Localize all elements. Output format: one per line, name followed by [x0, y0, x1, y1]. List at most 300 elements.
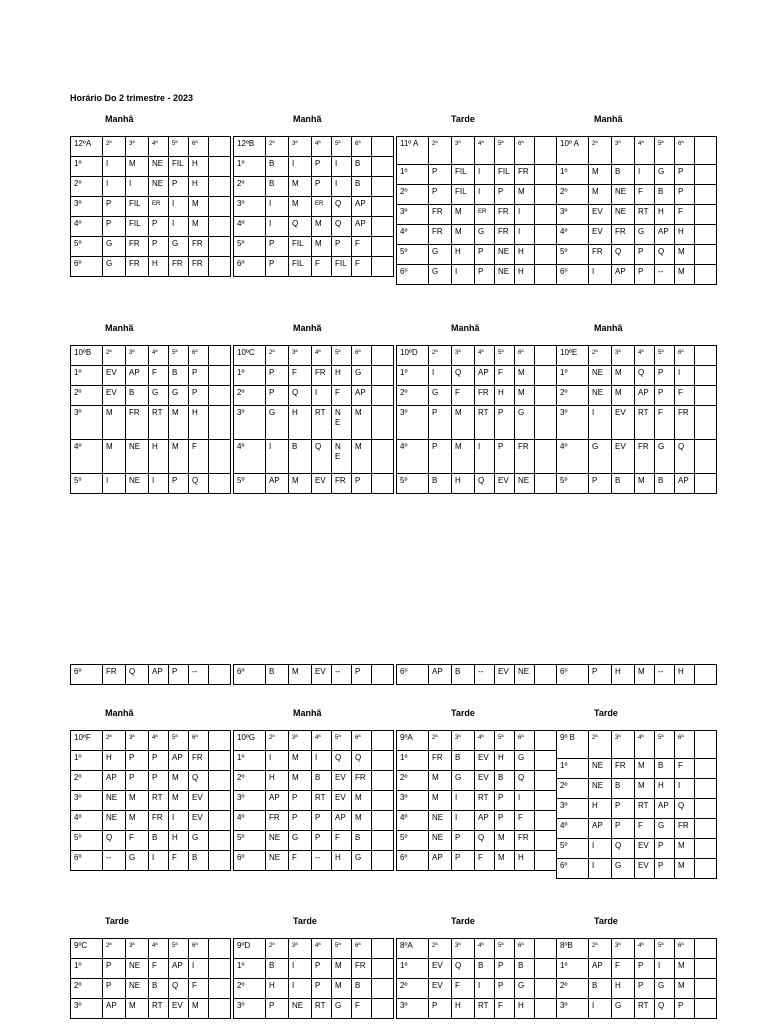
- subject-cell: EV: [635, 839, 655, 859]
- subject-cell: F: [635, 819, 655, 839]
- subject-cell: F: [475, 851, 495, 871]
- subject-cell: FR: [612, 225, 635, 245]
- subject-cell: P: [126, 751, 149, 771]
- subject-cell: Q: [452, 959, 475, 979]
- table-row: [557, 665, 717, 685]
- day-header: 2ª: [266, 731, 289, 751]
- empty-cell: [209, 474, 231, 494]
- day-header: 5ª: [655, 346, 675, 366]
- subject-cell: FIL: [332, 257, 352, 277]
- period-cell: 4º: [557, 440, 589, 474]
- subject-cell: AP: [169, 959, 189, 979]
- day-header: 5ª: [495, 137, 515, 165]
- subject-cell: N E: [332, 406, 352, 440]
- table-row: [234, 811, 394, 831]
- subject-cell: AP: [332, 811, 352, 831]
- subject-cell: P: [612, 799, 635, 819]
- class-name: 12ºB: [234, 137, 266, 157]
- period-cell: 5º: [397, 245, 429, 265]
- empty-cell: [372, 979, 394, 999]
- subject-cell: M: [675, 245, 695, 265]
- table-row: [397, 474, 557, 494]
- day-header: 6ª: [189, 137, 209, 157]
- subject-cell: I: [589, 406, 612, 440]
- subject-cell: P: [452, 851, 475, 871]
- subject-cell: FR: [189, 257, 209, 277]
- empty-cell: [372, 346, 394, 366]
- subject-cell: M: [126, 791, 149, 811]
- subject-cell: F: [169, 851, 189, 871]
- empty-cell: [372, 831, 394, 851]
- day-header: 5ª: [332, 939, 352, 959]
- day-header: 2ª: [589, 731, 612, 759]
- subject-cell: P: [675, 165, 695, 185]
- empty-cell: [372, 999, 394, 1019]
- subject-cell: M: [126, 999, 149, 1019]
- day-header: 6ª: [352, 346, 372, 366]
- subject-cell: P: [495, 406, 515, 440]
- subject-cell: EV: [312, 665, 332, 685]
- empty-cell: [535, 245, 557, 265]
- subject-cell: F: [352, 257, 372, 277]
- subject-cell: P: [495, 959, 515, 979]
- period-cell: 4º: [71, 440, 103, 474]
- shift-label: Manhã: [594, 323, 623, 333]
- subject-cell: H: [515, 999, 535, 1019]
- subject-cell: M: [495, 851, 515, 871]
- day-header: 4ª: [312, 731, 332, 751]
- subject-cell: G: [429, 386, 452, 406]
- subject-cell: I: [149, 474, 169, 494]
- subject-cell: M: [515, 386, 535, 406]
- subject-cell: N E: [332, 440, 352, 474]
- empty-cell: [372, 851, 394, 871]
- subject-cell: ER: [149, 197, 169, 217]
- day-header: 3ª: [612, 137, 635, 165]
- subject-cell: M: [635, 474, 655, 494]
- period-cell: 1º: [234, 751, 266, 771]
- empty-cell: [695, 759, 717, 779]
- schedule-table: [396, 938, 557, 1019]
- subject-cell: AP: [149, 665, 169, 685]
- subject-cell: AP: [589, 959, 612, 979]
- table-row: [71, 751, 231, 771]
- day-header: 3ª: [452, 939, 475, 959]
- subject-cell: M: [189, 197, 209, 217]
- subject-cell: F: [495, 999, 515, 1019]
- subject-cell: M: [589, 165, 612, 185]
- empty-cell: [209, 959, 231, 979]
- subject-cell: FR: [352, 959, 372, 979]
- subject-cell: P: [495, 811, 515, 831]
- subject-cell: EV: [312, 474, 332, 494]
- shift-label: Tarde: [293, 916, 317, 926]
- period-cell: 6º: [71, 257, 103, 277]
- subject-cell: B: [266, 959, 289, 979]
- subject-cell: I: [589, 999, 612, 1019]
- day-header: 6ª: [675, 346, 695, 366]
- subject-cell: G: [149, 386, 169, 406]
- subject-cell: G: [429, 265, 452, 285]
- period-cell: 6º: [557, 859, 589, 879]
- subject-cell: P: [312, 979, 332, 999]
- subject-cell: M: [103, 406, 126, 440]
- empty-cell: [372, 811, 394, 831]
- subject-cell: NE: [589, 366, 612, 386]
- subject-cell: F: [352, 999, 372, 1019]
- subject-cell: I: [589, 839, 612, 859]
- empty-cell: [372, 386, 394, 406]
- subject-cell: F: [675, 759, 695, 779]
- empty-cell: [372, 257, 394, 277]
- period-cell: 3º: [234, 999, 266, 1019]
- subject-cell: EV: [169, 999, 189, 1019]
- subject-cell: G: [103, 237, 126, 257]
- period-cell: 2º: [557, 779, 589, 799]
- day-header: 2ª: [103, 137, 126, 157]
- empty-cell: [535, 831, 557, 851]
- subject-cell: P: [149, 751, 169, 771]
- subject-cell: --: [475, 665, 495, 685]
- subject-cell: B: [655, 185, 675, 205]
- subject-cell: P: [495, 440, 515, 474]
- subject-cell: ER: [475, 205, 495, 225]
- day-header: 3ª: [289, 731, 312, 751]
- subject-cell: P: [266, 999, 289, 1019]
- subject-cell: EV: [612, 440, 635, 474]
- subject-cell: I: [675, 366, 695, 386]
- schedule-table: [233, 938, 394, 1019]
- table-row: [234, 474, 394, 494]
- subject-cell: F: [352, 237, 372, 257]
- subject-cell: FR: [589, 245, 612, 265]
- table-row: [234, 791, 394, 811]
- day-header: 5ª: [495, 346, 515, 366]
- shift-label: Manhã: [105, 114, 134, 124]
- table-row: [234, 751, 394, 771]
- table-row: [71, 791, 231, 811]
- subject-cell: AP: [266, 791, 289, 811]
- schedule-table: [70, 938, 231, 1019]
- day-header: 3ª: [126, 731, 149, 751]
- subject-cell: NE: [266, 831, 289, 851]
- empty-cell: [535, 791, 557, 811]
- subject-cell: Q: [635, 366, 655, 386]
- empty-cell: [209, 999, 231, 1019]
- table-row: [71, 257, 231, 277]
- subject-cell: AP: [655, 225, 675, 245]
- subject-cell: F: [635, 185, 655, 205]
- subject-cell: AP: [635, 386, 655, 406]
- period-cell: 1º: [234, 157, 266, 177]
- day-header: 2ª: [429, 939, 452, 959]
- subject-cell: H: [149, 440, 169, 474]
- day-header: 5ª: [332, 346, 352, 366]
- subject-cell: P: [149, 771, 169, 791]
- empty-cell: [695, 265, 717, 285]
- subject-cell: B: [352, 831, 372, 851]
- empty-cell: [372, 157, 394, 177]
- subject-cell: M: [352, 811, 372, 831]
- period-cell: 2º: [397, 386, 429, 406]
- schedule-table: [70, 730, 231, 871]
- period-cell: 2º: [234, 177, 266, 197]
- day-header: 2ª: [103, 731, 126, 751]
- subject-cell: EV: [589, 225, 612, 245]
- subject-cell: FR: [495, 225, 515, 245]
- day-header: 4ª: [475, 939, 495, 959]
- subject-cell: NE: [429, 831, 452, 851]
- table-row: [397, 386, 557, 406]
- empty-cell: [209, 791, 231, 811]
- subject-cell: B: [589, 979, 612, 999]
- table-row: [71, 771, 231, 791]
- subject-cell: NE: [149, 177, 169, 197]
- subject-cell: RT: [475, 999, 495, 1019]
- subject-cell: FR: [126, 406, 149, 440]
- period-cell: 5º: [71, 237, 103, 257]
- table-row: [71, 665, 231, 685]
- table-row: [71, 177, 231, 197]
- page-title: Horário Do 2 trimestre - 2023: [70, 93, 194, 103]
- period-cell: 3º: [557, 999, 589, 1019]
- subject-cell: Q: [475, 831, 495, 851]
- subject-cell: NE: [429, 811, 452, 831]
- subject-cell: H: [189, 177, 209, 197]
- day-header: 2ª: [429, 346, 452, 366]
- subject-cell: P: [169, 474, 189, 494]
- period-cell: 2º: [557, 979, 589, 999]
- period-cell: 2º: [397, 771, 429, 791]
- day-header: 2ª: [266, 939, 289, 959]
- subject-cell: H: [103, 751, 126, 771]
- empty-cell: [209, 751, 231, 771]
- period-cell: 1º: [71, 959, 103, 979]
- day-header: 2ª: [589, 137, 612, 165]
- subject-cell: H: [452, 474, 475, 494]
- table-row: [557, 799, 717, 819]
- subject-cell: F: [189, 440, 209, 474]
- subject-cell: G: [515, 979, 535, 999]
- day-header: 4ª: [312, 137, 332, 157]
- table-row: [71, 999, 231, 1019]
- subject-cell: M: [189, 217, 209, 237]
- period-cell: 4º: [234, 440, 266, 474]
- subject-cell: F: [332, 386, 352, 406]
- subject-cell: F: [655, 406, 675, 440]
- subject-cell: FR: [612, 759, 635, 779]
- subject-cell: AP: [655, 799, 675, 819]
- day-header: 6ª: [189, 939, 209, 959]
- subject-cell: NE: [289, 999, 312, 1019]
- day-header: 3ª: [452, 346, 475, 366]
- table-row: [557, 440, 717, 474]
- table-row: [557, 859, 717, 879]
- empty-cell: [695, 779, 717, 799]
- table-row: [557, 245, 717, 265]
- day-header: 2ª: [266, 346, 289, 366]
- empty-cell: [372, 939, 394, 959]
- subject-cell: M: [675, 979, 695, 999]
- subject-cell: P: [589, 665, 612, 685]
- day-header: 4ª: [475, 731, 495, 751]
- subject-cell: Q: [289, 217, 312, 237]
- subject-cell: AP: [352, 217, 372, 237]
- subject-cell: I: [452, 265, 475, 285]
- schedule-table: [70, 664, 231, 685]
- subject-cell: EV: [429, 959, 452, 979]
- subject-cell: I: [103, 177, 126, 197]
- subject-cell: G: [103, 257, 126, 277]
- subject-cell: FIL: [495, 165, 515, 185]
- table-row: [557, 759, 717, 779]
- subject-cell: FIL: [452, 185, 475, 205]
- table-row: [234, 979, 394, 999]
- subject-cell: FR: [515, 165, 535, 185]
- period-cell: 6º: [234, 851, 266, 871]
- subject-cell: B: [612, 165, 635, 185]
- subject-cell: NE: [266, 851, 289, 871]
- empty-cell: [535, 440, 557, 474]
- empty-cell: [535, 771, 557, 791]
- subject-cell: I: [589, 859, 612, 879]
- class-name: 10ºC: [234, 346, 266, 366]
- subject-cell: M: [675, 839, 695, 859]
- subject-cell: EV: [103, 386, 126, 406]
- subject-cell: I: [515, 791, 535, 811]
- table-row: [234, 237, 394, 257]
- class-name: 10ºG: [234, 731, 266, 751]
- subject-cell: I: [189, 959, 209, 979]
- subject-cell: F: [289, 851, 312, 871]
- empty-cell: [535, 474, 557, 494]
- day-header: 5ª: [332, 731, 352, 751]
- subject-cell: FR: [635, 440, 655, 474]
- class-name: 10ºF: [71, 731, 103, 751]
- subject-cell: G: [352, 851, 372, 871]
- empty-cell: [695, 939, 717, 959]
- shift-label: Manhã: [105, 323, 134, 333]
- empty-cell: [695, 799, 717, 819]
- subject-cell: NE: [126, 474, 149, 494]
- empty-cell: [695, 137, 717, 165]
- empty-cell: [535, 959, 557, 979]
- subject-cell: P: [189, 386, 209, 406]
- subject-cell: NE: [126, 979, 149, 999]
- subject-cell: B: [149, 979, 169, 999]
- table-row: [71, 237, 231, 257]
- table-row: [557, 225, 717, 245]
- subject-cell: I: [332, 177, 352, 197]
- subject-cell: G: [655, 819, 675, 839]
- subject-cell: I: [332, 157, 352, 177]
- period-cell: 4º: [71, 217, 103, 237]
- schedule-table: [396, 345, 557, 494]
- empty-cell: [372, 217, 394, 237]
- subject-cell: AP: [103, 771, 126, 791]
- empty-cell: [372, 406, 394, 440]
- subject-cell: G: [266, 406, 289, 440]
- subject-cell: P: [429, 406, 452, 440]
- subject-cell: AP: [612, 265, 635, 285]
- period-cell: 3º: [557, 406, 589, 440]
- subject-cell: M: [289, 177, 312, 197]
- subject-cell: B: [169, 366, 189, 386]
- subject-cell: RT: [312, 791, 332, 811]
- subject-cell: I: [655, 959, 675, 979]
- subject-cell: I: [103, 157, 126, 177]
- subject-cell: H: [452, 999, 475, 1019]
- subject-cell: FR: [126, 257, 149, 277]
- subject-cell: H: [289, 406, 312, 440]
- day-header: 6ª: [189, 731, 209, 751]
- subject-cell: Q: [332, 751, 352, 771]
- subject-cell: AP: [675, 474, 695, 494]
- subject-cell: H: [612, 979, 635, 999]
- empty-cell: [209, 366, 231, 386]
- subject-cell: I: [475, 440, 495, 474]
- period-cell: 3º: [397, 999, 429, 1019]
- table-row: [234, 217, 394, 237]
- subject-cell: B: [612, 474, 635, 494]
- table-row: [234, 831, 394, 851]
- period-cell: 1º: [71, 366, 103, 386]
- period-cell: 4º: [234, 217, 266, 237]
- subject-cell: F: [495, 366, 515, 386]
- period-cell: 4º: [71, 811, 103, 831]
- subject-cell: I: [452, 811, 475, 831]
- subject-cell: I: [475, 165, 495, 185]
- subject-cell: H: [189, 157, 209, 177]
- subject-cell: M: [189, 999, 209, 1019]
- subject-cell: I: [266, 217, 289, 237]
- empty-cell: [372, 177, 394, 197]
- subject-cell: P: [655, 386, 675, 406]
- day-header: 5ª: [169, 939, 189, 959]
- table-row: [397, 205, 557, 225]
- subject-cell: G: [589, 440, 612, 474]
- table-row: [397, 440, 557, 474]
- subject-cell: EV: [635, 859, 655, 879]
- subject-cell: G: [655, 440, 675, 474]
- day-header: 2ª: [266, 137, 289, 157]
- subject-cell: B: [126, 386, 149, 406]
- empty-cell: [535, 999, 557, 1019]
- subject-cell: F: [515, 811, 535, 831]
- subject-cell: P: [169, 665, 189, 685]
- empty-cell: [695, 185, 717, 205]
- subject-cell: EV: [589, 205, 612, 225]
- subject-cell: I: [266, 751, 289, 771]
- table-row: [397, 165, 557, 185]
- subject-cell: FR: [189, 237, 209, 257]
- empty-cell: [209, 831, 231, 851]
- subject-cell: AP: [126, 366, 149, 386]
- subject-cell: G: [332, 999, 352, 1019]
- day-header: 4ª: [635, 137, 655, 165]
- subject-cell: M: [589, 185, 612, 205]
- subject-cell: H: [452, 245, 475, 265]
- table-row: [71, 979, 231, 999]
- subject-cell: FR: [675, 819, 695, 839]
- empty-cell: [535, 811, 557, 831]
- subject-cell: Q: [675, 799, 695, 819]
- table-row: [234, 959, 394, 979]
- period-cell: 1º: [397, 165, 429, 185]
- subject-cell: G: [612, 859, 635, 879]
- subject-cell: P: [289, 811, 312, 831]
- schedule-table: [233, 664, 394, 685]
